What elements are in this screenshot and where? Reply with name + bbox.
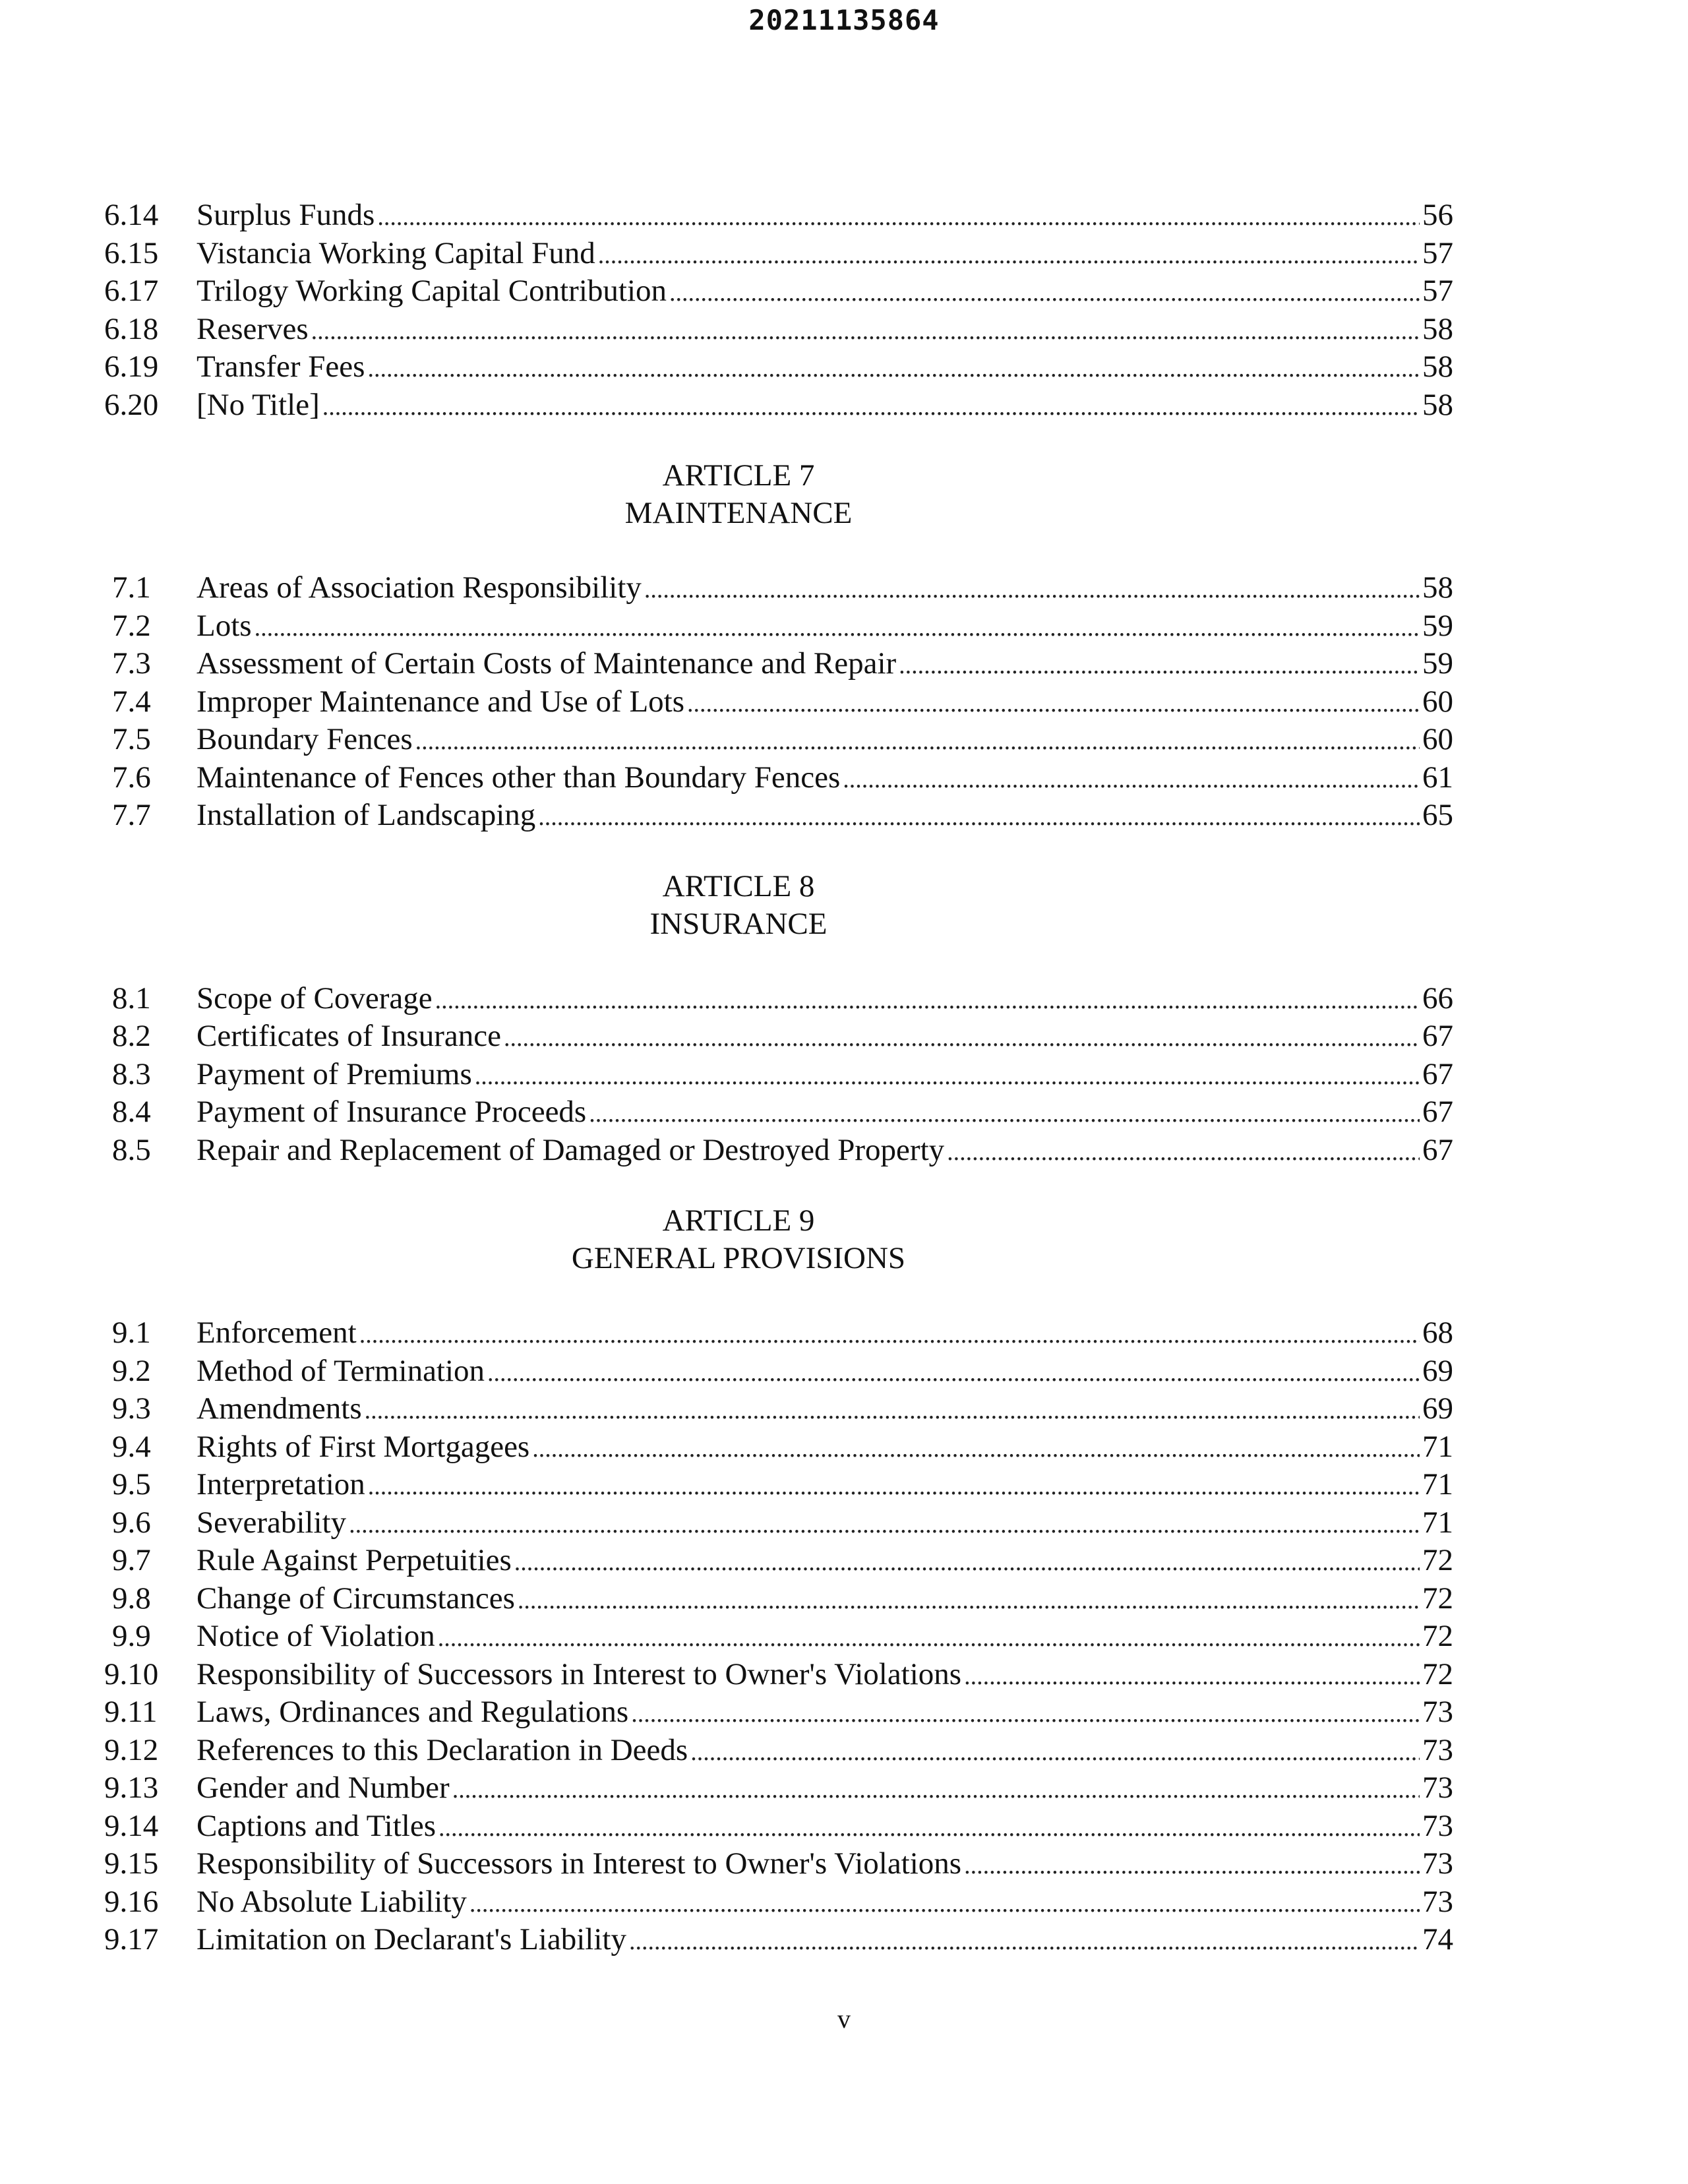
section-title: Amendments: [196, 1391, 362, 1426]
dot-leader: [518, 1582, 1420, 1620]
section-number: 9.4: [112, 1429, 151, 1464]
section-page: 67: [1422, 1132, 1453, 1167]
section-page: 68: [1422, 1316, 1453, 1350]
toc-entry: [104, 1845, 1453, 1883]
section-page: 61: [1422, 760, 1453, 795]
article-heading: [0, 457, 1477, 532]
section-page: 58: [1422, 387, 1453, 422]
section-number: 8.4: [112, 1095, 151, 1129]
section-title: No Absolute Liability: [196, 1884, 467, 1919]
dot-leader: [311, 313, 1420, 351]
toc-entry: [104, 1390, 1453, 1428]
section-number: 7.5: [112, 722, 151, 756]
section-page: 72: [1422, 1656, 1453, 1691]
dot-leader: [631, 1695, 1420, 1734]
toc-entry: [104, 197, 1453, 235]
section-title: Method of Termination: [196, 1353, 485, 1388]
section-page: 57: [1422, 235, 1453, 270]
section-number: 7.6: [112, 760, 151, 795]
dot-leader: [589, 1095, 1420, 1134]
toc-entry: [104, 683, 1453, 721]
section-page: 67: [1422, 1095, 1453, 1129]
toc-entry: [104, 1921, 1453, 1959]
section-number: 9.5: [112, 1467, 151, 1502]
dot-leader: [629, 1923, 1420, 1961]
dot-leader: [322, 388, 1420, 427]
section-title: Responsibility of Successors in Interest to Owner's Violations: [196, 1656, 962, 1691]
section-title: Boundary Fences: [196, 722, 413, 756]
section-number: 9.1: [112, 1316, 151, 1350]
section-title: Transfer Fees: [196, 349, 365, 384]
section-title: Surplus Funds: [196, 198, 375, 232]
section-title: Lots: [196, 608, 252, 643]
section-page: 71: [1422, 1429, 1453, 1464]
section-title: Enforcement: [196, 1316, 357, 1350]
section-title: Change of Circumstances: [196, 1581, 515, 1616]
section-page: 59: [1422, 646, 1453, 681]
section-title: Responsibility of Successors in Interest to Owner's Violations: [196, 1846, 962, 1881]
section-page: 58: [1422, 311, 1453, 346]
dot-leader: [899, 647, 1420, 685]
page-number: v: [837, 2004, 851, 2034]
dot-leader: [514, 1544, 1420, 1582]
article-title: INSURANCE: [649, 906, 828, 941]
section-page: 72: [1422, 1543, 1453, 1577]
section-title: Vistancia Working Capital Fund: [196, 235, 595, 270]
section-page: 67: [1422, 1019, 1453, 1053]
dot-leader: [690, 1734, 1420, 1772]
article-number: ARTICLE 7: [662, 458, 815, 493]
toc-entry: [104, 759, 1453, 797]
section-page: 67: [1422, 1056, 1453, 1091]
toc-entry: [104, 1132, 1453, 1170]
section-number: 9.8: [112, 1581, 151, 1616]
section-title: Maintenance of Fences other than Boundary Fences: [196, 760, 841, 795]
toc-entry: [104, 311, 1453, 349]
toc-entry: [104, 386, 1453, 425]
section-page: 69: [1422, 1353, 1453, 1388]
article-heading: [0, 1202, 1477, 1277]
section-number: 7.1: [112, 570, 151, 605]
section-title: Trilogy Working Capital Contribution: [196, 274, 667, 308]
section-page: 73: [1422, 1732, 1453, 1767]
dot-leader: [669, 274, 1420, 313]
toc-entry: [104, 1017, 1453, 1056]
dot-leader: [349, 1506, 1420, 1544]
toc-entry: [104, 1807, 1453, 1846]
section-number: 6.18: [104, 311, 159, 346]
section-page: 72: [1422, 1619, 1453, 1653]
section-title: Limitation on Declarant's Liability: [196, 1922, 626, 1957]
dot-leader: [843, 761, 1420, 799]
dot-leader: [947, 1134, 1420, 1172]
section-title: Laws, Ordinances and Regulations: [196, 1695, 629, 1729]
toc-entry: [104, 645, 1453, 683]
section-title: Reserves: [196, 311, 309, 346]
toc-entry: [104, 1056, 1453, 1094]
section-number: 6.20: [104, 387, 159, 422]
article-title: GENERAL PROVISIONS: [571, 1241, 906, 1275]
section-title: Severability: [196, 1505, 347, 1540]
section-page: 56: [1422, 198, 1453, 232]
toc-entry: [104, 1428, 1453, 1467]
section-number: 7.3: [112, 646, 151, 681]
dot-leader: [255, 609, 1420, 648]
section-title: Areas of Association Responsibility: [196, 570, 642, 605]
section-title: [No Title]: [196, 387, 320, 422]
section-title: Gender and Number: [196, 1771, 450, 1805]
section-number: 9.11: [104, 1695, 158, 1729]
section-number: 9.13: [104, 1771, 159, 1805]
dot-leader: [598, 237, 1420, 275]
toc-entry: [104, 607, 1453, 646]
toc-entry: [104, 1883, 1453, 1922]
section-title: Captions and Titles: [196, 1808, 437, 1843]
dot-leader: [964, 1847, 1420, 1885]
dot-leader: [368, 1468, 1420, 1506]
section-number: 9.14: [104, 1808, 159, 1843]
section-page: 69: [1422, 1391, 1453, 1426]
article-number: ARTICLE 8: [662, 868, 815, 903]
section-number: 7.4: [112, 684, 151, 719]
section-number: 9.3: [112, 1391, 151, 1426]
section-page: 71: [1422, 1467, 1453, 1502]
section-page: 73: [1422, 1884, 1453, 1919]
section-number: 9.10: [104, 1656, 159, 1691]
toc-entry: [104, 721, 1453, 759]
toc-entry: [104, 797, 1453, 835]
dot-leader: [644, 571, 1420, 609]
section-page: 74: [1422, 1922, 1453, 1957]
section-page: 60: [1422, 684, 1453, 719]
toc-entry: [104, 1504, 1453, 1542]
dot-leader: [504, 1019, 1420, 1058]
toc-entry: [104, 1466, 1453, 1504]
toc-entry: [104, 1314, 1453, 1352]
section-number: 9.15: [104, 1846, 159, 1881]
dot-leader: [532, 1430, 1420, 1469]
section-page: 66: [1422, 981, 1453, 1016]
toc-entry: [104, 1693, 1453, 1732]
section-title: Payment of Premiums: [196, 1056, 472, 1091]
section-page: 59: [1422, 608, 1453, 643]
toc-entry: [104, 569, 1453, 607]
section-number: 9.7: [112, 1543, 151, 1577]
section-page: 60: [1422, 722, 1453, 756]
section-title: References to this Declaration in Deeds: [196, 1732, 688, 1767]
toc-entry: [104, 1352, 1453, 1391]
dot-leader: [438, 1809, 1420, 1848]
section-title: Rights of First Mortgagees: [196, 1429, 530, 1464]
section-number: 9.2: [112, 1353, 151, 1388]
toc-entry: [104, 1618, 1453, 1656]
section-number: 7.7: [112, 798, 151, 832]
dot-leader: [687, 685, 1420, 723]
section-number: 8.3: [112, 1056, 151, 1091]
section-number: 9.6: [112, 1505, 151, 1540]
dot-leader: [365, 1392, 1420, 1430]
toc-entry: [104, 980, 1453, 1018]
toc-entry: [104, 272, 1453, 311]
dot-leader: [377, 198, 1420, 237]
section-title: Rule Against Perpetuities: [196, 1543, 512, 1577]
toc-entry: [104, 1093, 1453, 1132]
toc-entry: [104, 1732, 1453, 1770]
section-number: 6.17: [104, 274, 159, 308]
dot-leader: [367, 350, 1420, 388]
section-number: 7.2: [112, 608, 151, 643]
section-page: 73: [1422, 1846, 1453, 1881]
article-number: ARTICLE 9: [662, 1203, 815, 1238]
section-page: 58: [1422, 570, 1453, 605]
section-title: Improper Maintenance and Use of Lots: [196, 684, 684, 719]
document-number: 20211135864: [748, 4, 940, 36]
section-title: Scope of Coverage: [196, 981, 433, 1016]
toc-entry: [104, 1656, 1453, 1694]
section-number: 9.12: [104, 1732, 159, 1767]
section-number: 9.16: [104, 1884, 159, 1919]
section-number: 6.15: [104, 235, 159, 270]
section-page: 73: [1422, 1808, 1453, 1843]
dot-leader: [359, 1316, 1420, 1354]
section-number: 6.19: [104, 349, 159, 384]
toc-entry: [104, 1542, 1453, 1580]
table-of-contents: [104, 197, 1453, 1959]
article-heading: [0, 868, 1477, 943]
dot-leader: [415, 723, 1420, 761]
section-number: 6.14: [104, 198, 159, 232]
section-page: 73: [1422, 1771, 1453, 1805]
toc-entry: [104, 348, 1453, 386]
dot-leader: [435, 982, 1420, 1020]
section-number: 8.1: [112, 981, 151, 1016]
dot-leader: [538, 799, 1420, 837]
section-title: Interpretation: [196, 1467, 365, 1502]
dot-leader: [487, 1354, 1420, 1393]
section-page: 58: [1422, 349, 1453, 384]
section-title: Payment of Insurance Proceeds: [196, 1095, 587, 1129]
section-page: 57: [1422, 274, 1453, 308]
toc-entry: [104, 1580, 1453, 1618]
dot-leader: [964, 1658, 1420, 1696]
dot-leader: [452, 1771, 1420, 1809]
section-page: 71: [1422, 1505, 1453, 1540]
section-number: 9.17: [104, 1922, 159, 1957]
section-number: 8.2: [112, 1019, 151, 1053]
section-title: Certificates of Insurance: [196, 1019, 501, 1053]
article-title: MAINTENANCE: [624, 496, 853, 530]
toc-entry: [104, 235, 1453, 273]
section-page: 73: [1422, 1695, 1453, 1729]
section-title: Repair and Replacement of Damaged or Destroyed Property: [196, 1132, 945, 1167]
section-page: 65: [1422, 798, 1453, 832]
dot-leader: [469, 1885, 1420, 1924]
section-title: Notice of Violation: [196, 1619, 435, 1653]
toc-entry: [104, 1769, 1453, 1807]
section-page: 72: [1422, 1581, 1453, 1616]
section-number: 9.9: [112, 1619, 151, 1653]
section-title: Assessment of Certain Costs of Maintenance and Repair: [196, 646, 897, 681]
dot-leader: [438, 1620, 1420, 1658]
dot-leader: [475, 1058, 1420, 1096]
section-title: Installation of Landscaping: [196, 798, 536, 832]
section-number: 8.5: [112, 1132, 151, 1167]
